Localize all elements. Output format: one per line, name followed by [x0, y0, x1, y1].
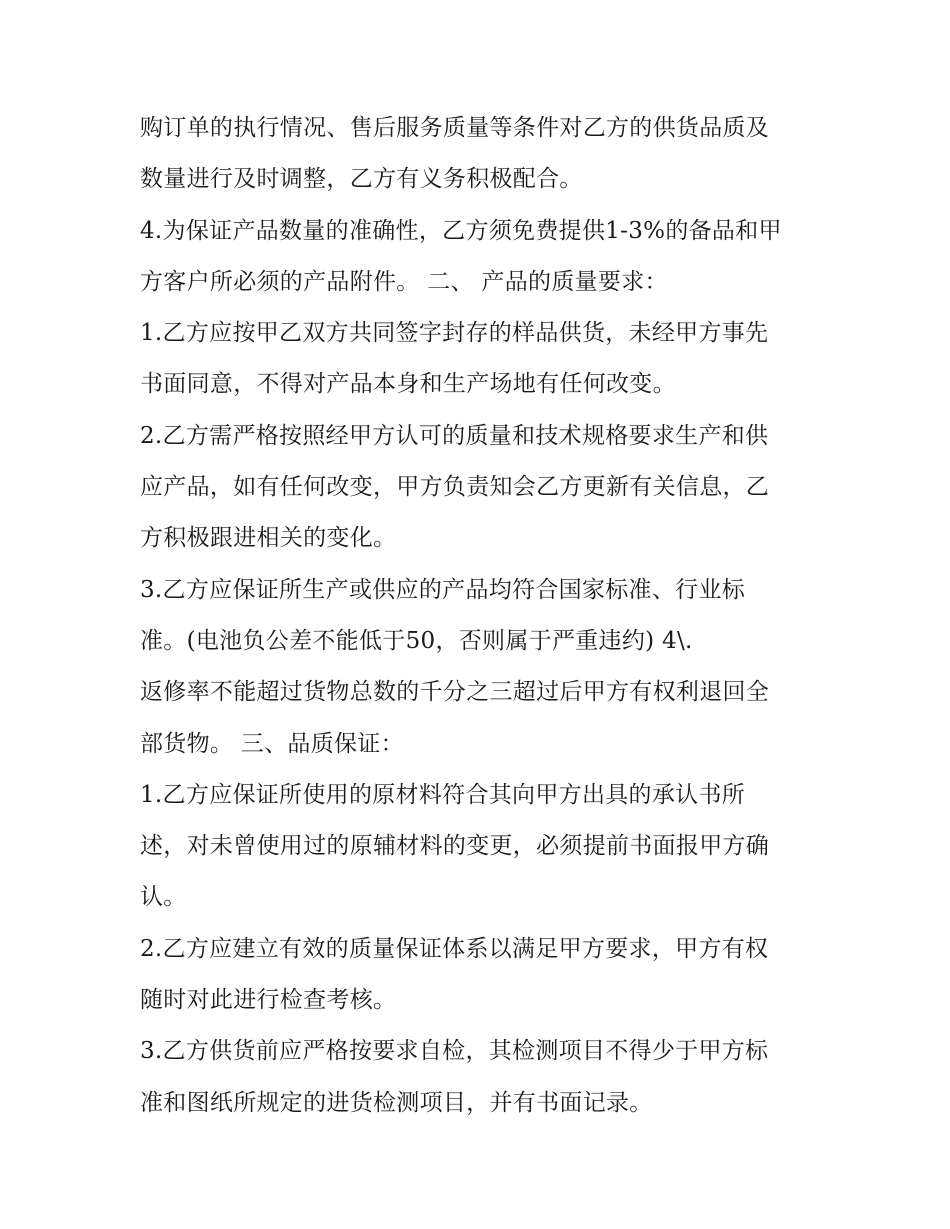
text-line: 准。(电池负公差不能低于50，否则属于严重违约) 4\.	[140, 627, 693, 654]
document-body	[140, 103, 820, 1129]
text-line: 方积极跟进相关的变化。	[140, 525, 397, 552]
text-line: 数量进行及时调整，乙方有义务积极配合。	[140, 166, 583, 193]
text-line: 随时对此进行检查考核。	[140, 987, 397, 1014]
text-line: 2.乙方需严格按照经甲方认可的质量和技术规格要求生产和供	[140, 422, 769, 449]
text-line: 2.乙方应建立有效的质量保证体系以满足甲方要求，甲方有权	[140, 935, 769, 962]
text-line: 认。	[140, 884, 187, 911]
text-line: 返修率不能超过货物总数的千分之三超过后甲方有权利退回全	[140, 679, 770, 706]
text-line: 述，对未曾使用过的原辅材料的变更，必须提前书面报甲方确	[140, 833, 770, 860]
text-line: 3.乙方供货前应严格按要求自检，其检测项目不得少于甲方标	[140, 1038, 769, 1065]
text-line: 1.乙方应保证所使用的原材料符合其向甲方出具的承认书所	[140, 781, 746, 808]
text-line: 部货物。 三、品质保证：	[140, 730, 404, 757]
text-line: 4.为保证产品数量的准确性，乙方须免费提供1-3%的备品和甲	[140, 217, 782, 244]
text-line: 3.乙方应保证所生产或供应的产品均符合国家标准、行业标	[140, 576, 746, 603]
text-line: 书面同意，不得对产品本身和生产场地有任何改变。	[140, 371, 676, 398]
text-line: 应产品，如有任何改变，甲方负责知会乙方更新有关信息，乙	[140, 474, 770, 501]
text-line: 1.乙方应按甲乙双方共同签字封存的样品供货，未经甲方事先	[140, 320, 769, 347]
text-line: 方客户所必须的产品附件。 二、 产品的质量要求：	[140, 268, 668, 295]
text-line: 购订单的执行情况、售后服务质量等条件对乙方的供货品质及	[140, 115, 770, 141]
text-line: 准和图纸所规定的进货检测项目，并有书面记录。	[140, 1089, 653, 1116]
